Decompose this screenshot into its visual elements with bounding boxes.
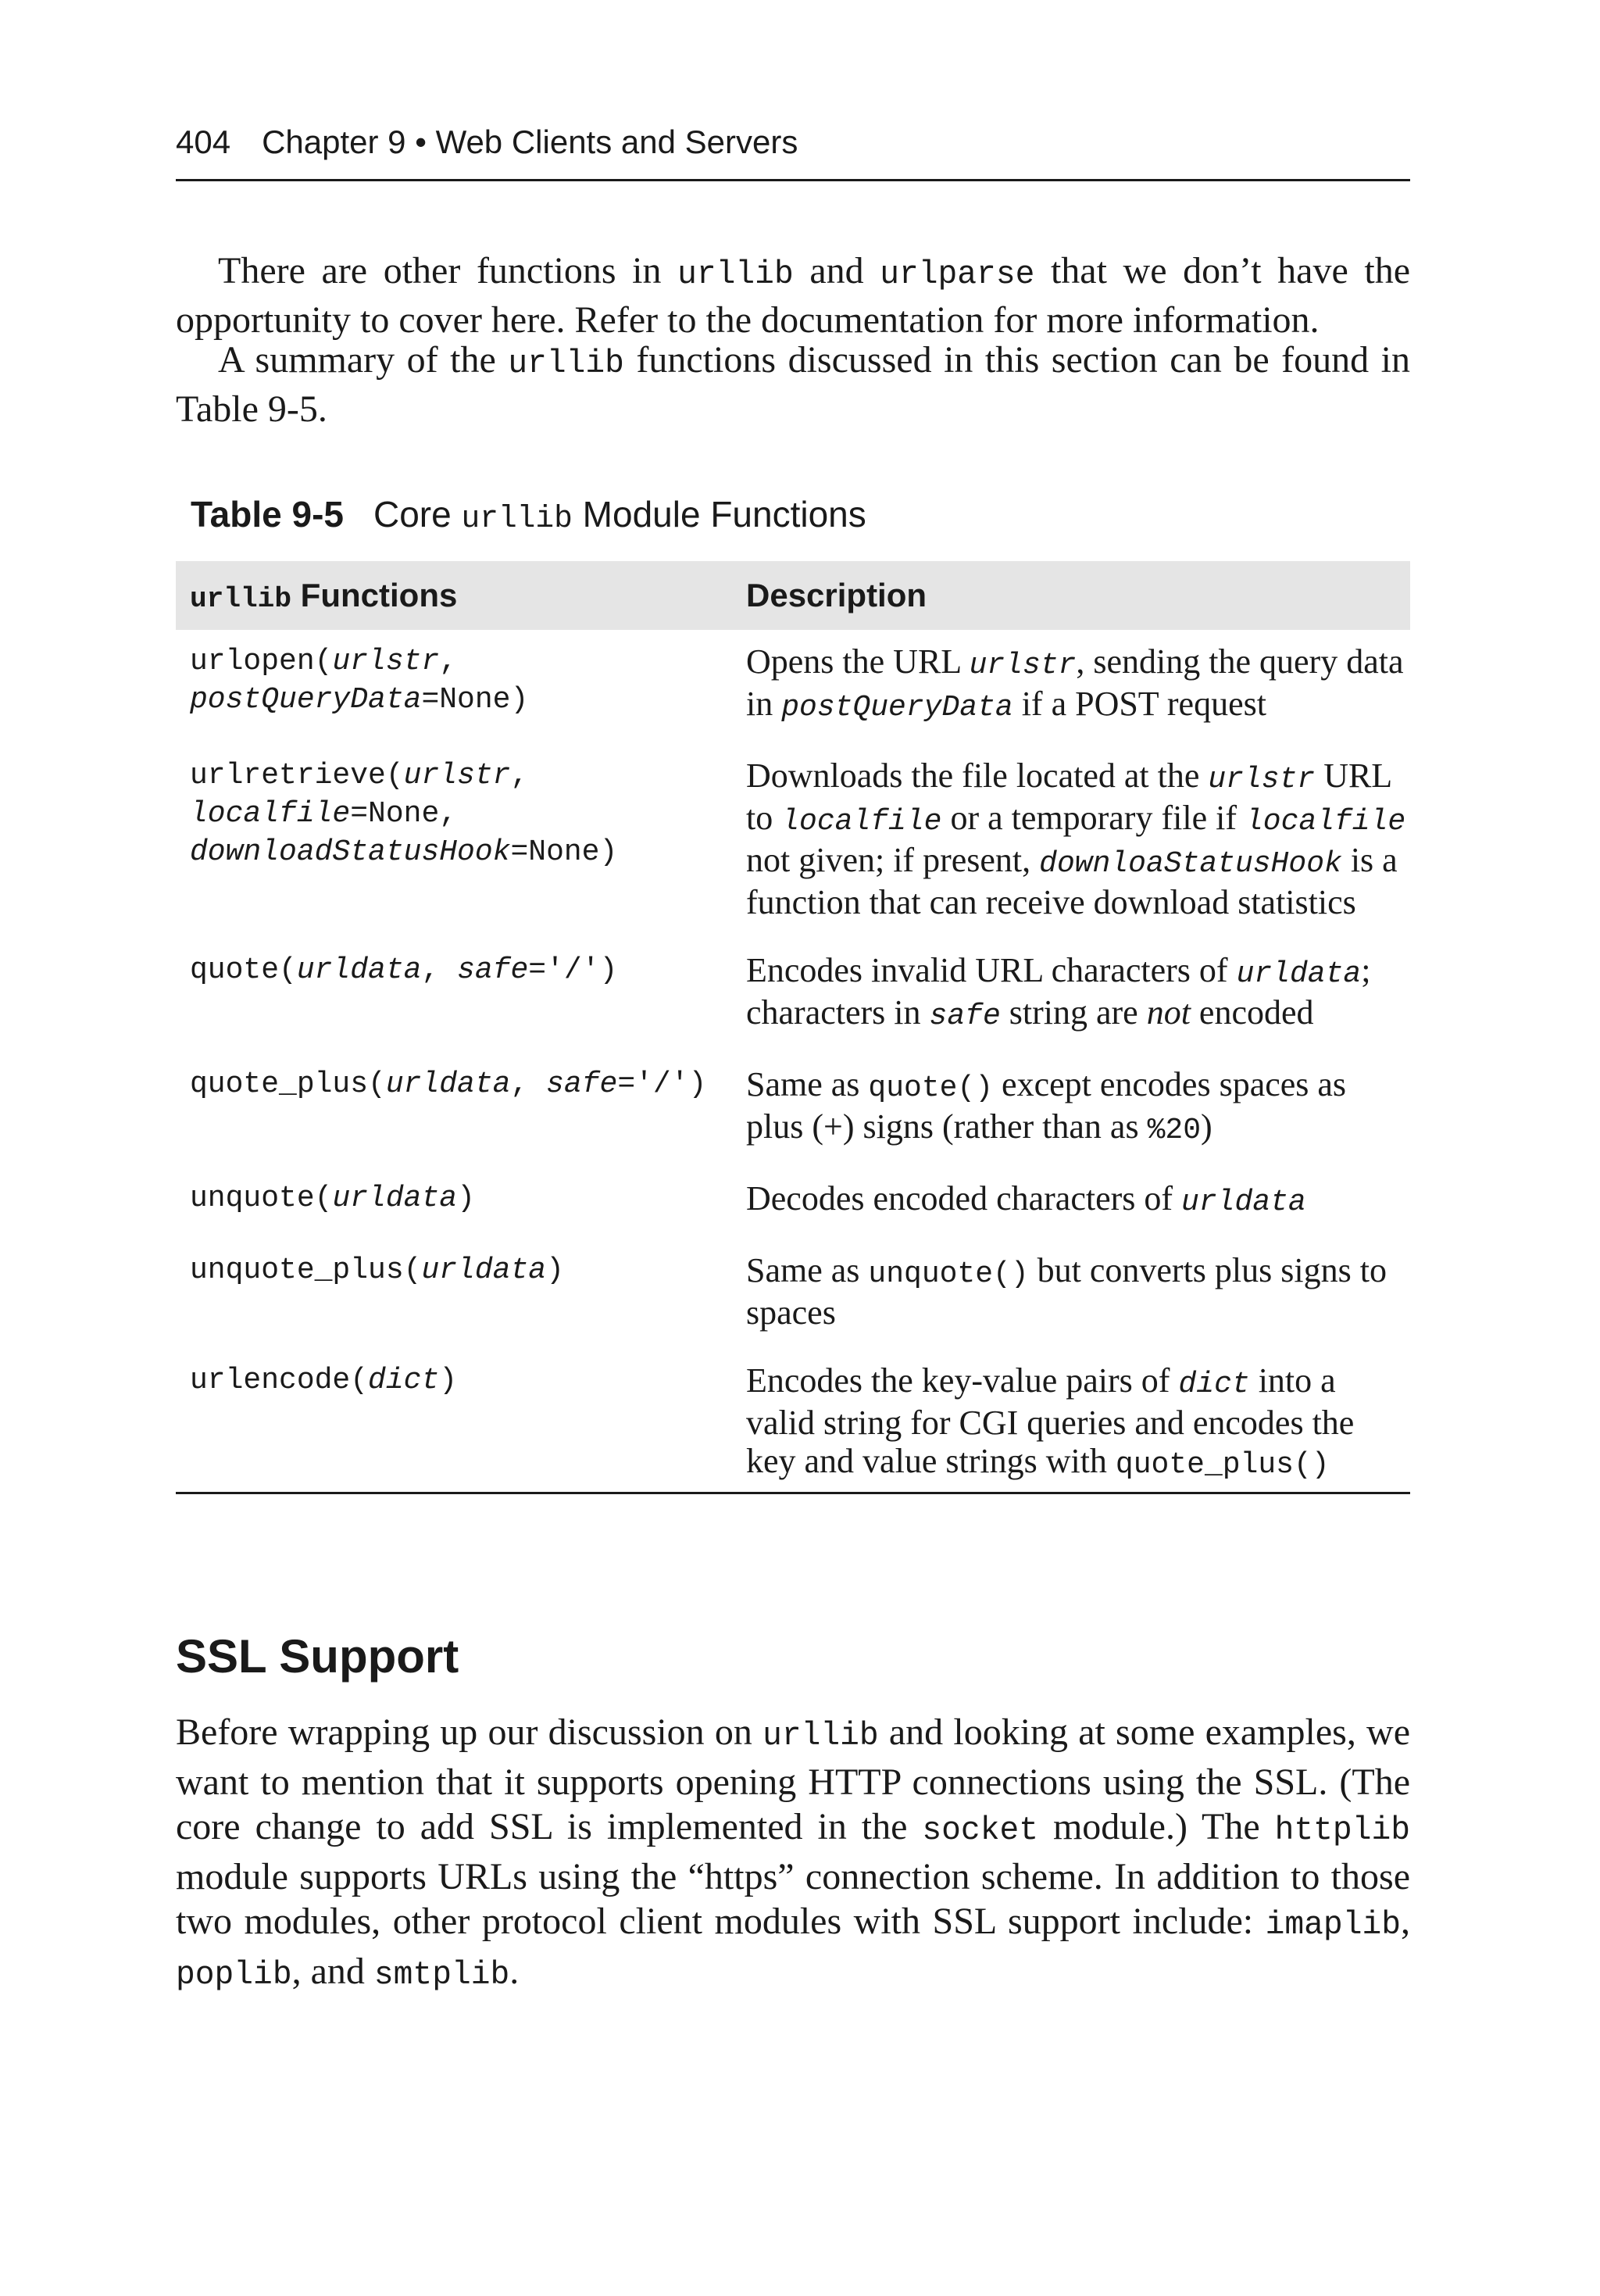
function-signature: urlencode(dict) <box>190 1364 458 1397</box>
chapter-title: Chapter 9 • Web Clients and Servers <box>262 123 798 160</box>
table-row <box>176 756 1410 921</box>
section-heading: SSL Support <box>176 1630 459 1683</box>
code-inline: urllib <box>461 501 573 536</box>
text: and looking at some examples, we want to mention that it supports opening HTTP connections using the SSL. (The core change to add SSL is implemented in the <box>176 1711 1410 1847</box>
code-inline: smtplib <box>373 1957 510 1994</box>
text: . <box>509 1950 520 1992</box>
function-signature: unquote_plus(urldata) <box>190 1254 564 1287</box>
code-inline: urllib <box>190 582 292 615</box>
table-row <box>176 1361 1410 1484</box>
table-caption <box>191 491 866 542</box>
text: module supports URLs using the “https” connection scheme. In addition to those two modules, other protocol client modules with SSL support include: <box>176 1855 1410 1942</box>
function-description: Same as quote() except encodes spaces as plus (+) signs (rather than as %20) <box>746 1065 1347 1147</box>
function-description: Decodes encoded characters of urldata <box>746 1179 1306 1219</box>
table-row <box>176 951 1410 1035</box>
code-inline: urllib <box>677 257 794 293</box>
table-row <box>176 1251 1410 1332</box>
code-inline: imaplib <box>1265 1908 1401 1944</box>
table-row <box>176 1065 1410 1150</box>
function-signature: quote_plus(urldata, safe='/') <box>190 1068 707 1101</box>
text: Core <box>373 494 462 535</box>
table-row <box>176 642 1410 727</box>
table-header-description: Description <box>746 577 927 613</box>
table-body <box>176 630 1410 1494</box>
table-header-functions <box>176 577 746 615</box>
paragraph-summary <box>176 338 1410 431</box>
text: Module Functions <box>572 494 866 535</box>
code-inline: httplib <box>1274 1813 1410 1849</box>
function-signature: unquote(urldata) <box>190 1182 475 1215</box>
table-header-row <box>176 561 1410 630</box>
text: Functions <box>291 576 458 613</box>
function-description: Same as unquote() but converts plus signs to spaces <box>746 1251 1387 1332</box>
function-signature: urlopen(urlstr, postQueryData=None) <box>190 645 529 717</box>
text: Before wrapping up our discussion on <box>176 1711 763 1753</box>
function-description: Encodes the key-value pairs of dict into a valid string for CGI queries and encodes the key and value strings with quote_plus() <box>746 1361 1355 1482</box>
text: module.) The <box>1038 1806 1275 1847</box>
code-inline: urlparse <box>880 257 1035 293</box>
functions-table <box>176 561 1410 1494</box>
table-row <box>176 1179 1410 1221</box>
running-header <box>176 119 1410 181</box>
function-description: Downloads the file located at the urlstr URL to localfile or a temporary file if localfile not given; if present, downloaStatusHook is a function that can receive download statistics <box>746 756 1406 921</box>
table-label: Table 9-5 <box>191 494 344 535</box>
text: There are other functions in <box>218 250 678 291</box>
function-description: Opens the URL urlstr, sending the query data in postQueryData if a POST request <box>746 642 1404 724</box>
text: that we don’t have the opportunity to cover here. Refer to the documentation for more information. <box>176 250 1410 341</box>
text: and <box>793 250 880 291</box>
page-number: 404 <box>176 123 231 160</box>
text: , and <box>291 1950 374 1992</box>
paragraph-ssl <box>176 1710 1410 1998</box>
paragraph-intro <box>176 249 1410 342</box>
code-inline: urllib <box>508 346 624 382</box>
function-signature: quote(urldata, safe='/') <box>190 953 618 987</box>
function-signature: urlretrieve(urlstr, localfile=None, downloadStatusHook=None) <box>190 759 618 869</box>
code-inline: urllib <box>762 1718 879 1754</box>
code-inline: socket <box>922 1813 1038 1849</box>
text: , <box>1401 1901 1410 1942</box>
text: functions discussed in this section can be found in Table 9-5. <box>176 339 1411 430</box>
function-description: Encodes invalid URL characters of urldata; characters in safe string are not encoded <box>746 951 1371 1033</box>
code-inline: poplib <box>176 1957 292 1994</box>
text: A summary of the <box>218 339 509 381</box>
